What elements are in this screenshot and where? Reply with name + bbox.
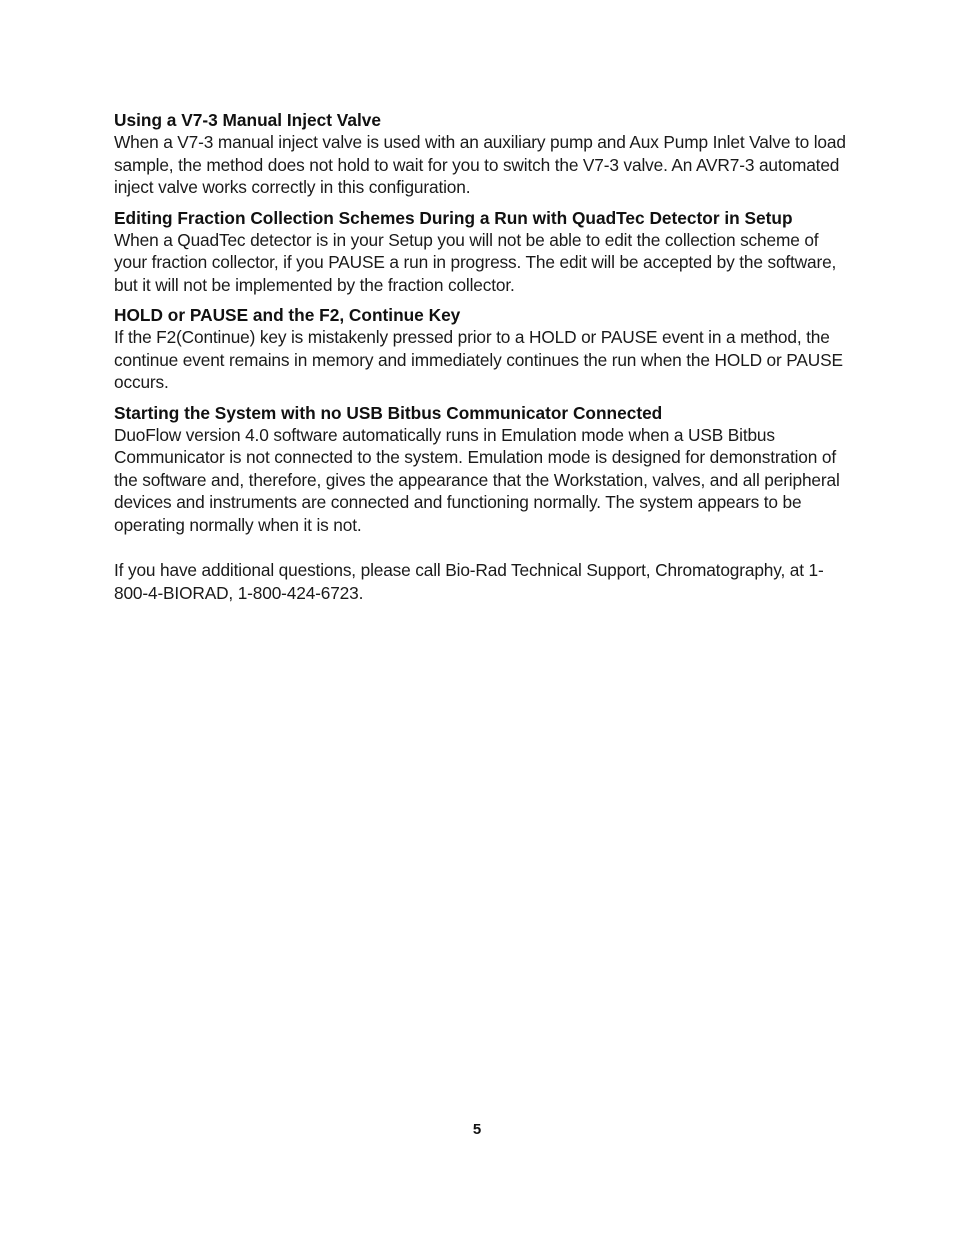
closing-paragraph: If you have additional questions, please call Bio-Rad Technical Support, Chromatography, at 1-800-4-BIORAD, 1-800-424-6723. xyxy=(114,560,824,603)
document-body xyxy=(114,109,849,604)
section-manual-inject-valve xyxy=(114,109,849,199)
section-heading: Using a V7-3 Manual Inject Valve xyxy=(114,110,381,130)
section-paragraph: When a V7-3 manual inject valve is used with an auxiliary pump and Aux Pump Inlet Valve to load sample, the method does not hold to wait for you to switch the V7-3 valve. An AVR7-3 automated inject valve works correctly in this configuration. xyxy=(114,132,846,197)
section-starting-system xyxy=(114,402,849,537)
section-hold-or-pause xyxy=(114,304,849,394)
section-paragraph: When a QuadTec detector is in your Setup you will not be able to edit the collection scheme of your fraction collector, if you PAUSE a run in progress. The edit will be accepted by the software, but it will not be implemented by the fraction collector. xyxy=(114,229,837,295)
section-paragraph: If the F2(Continue) key is mistakenly pressed prior to a HOLD or PAUSE event in a method, the continue event remains in memory and immediately continues the run when the HOLD or PAUSE occurs. xyxy=(114,327,843,392)
section-heading: Starting the System with no USB Bitbus Communicator Connected xyxy=(114,402,663,423)
section-editing-fraction-collection xyxy=(114,207,849,297)
page-number: 5 xyxy=(472,1121,482,1138)
section-heading: Editing Fraction Collection Schemes During a Run with QuadTec Detector in Setup xyxy=(114,207,793,228)
section-heading: HOLD or PAUSE and the F2, Continue Key xyxy=(114,305,461,325)
section-paragraph: DuoFlow version 4.0 software automatically runs in Emulation mode when a USB Bitbus Communicator is not connected to the system. Emulation mode is designed for demonstration of the software and, therefore, gives the appearance that the Workstation, valves, and all peripheral devices and instruments are connected and functioning normally. The system appears to be operating normally when it is not. xyxy=(114,424,840,535)
